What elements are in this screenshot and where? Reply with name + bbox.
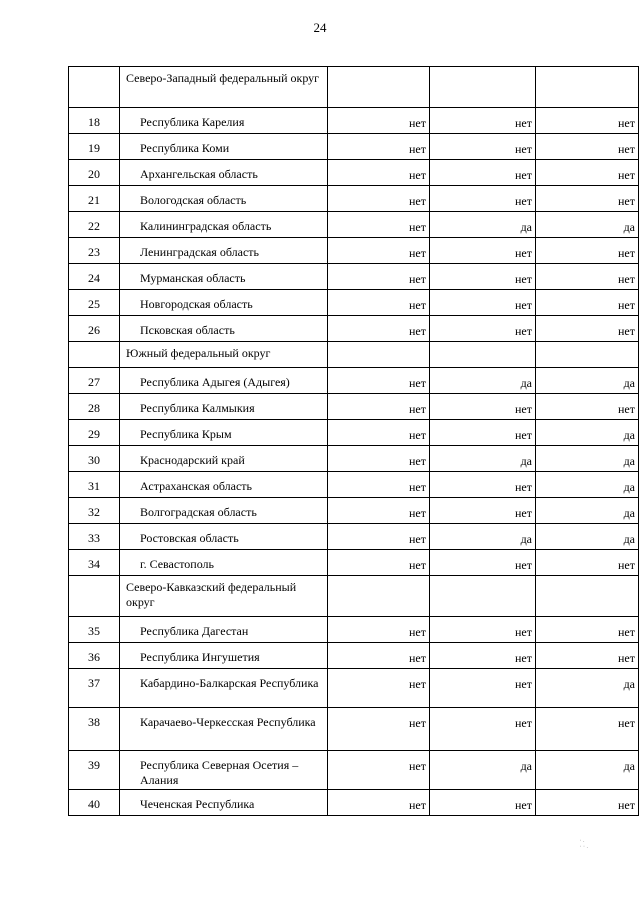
row-number: 40 bbox=[69, 790, 120, 816]
value-col-3: нет bbox=[536, 316, 639, 342]
value-col-1: нет bbox=[328, 368, 430, 394]
value-col-1: нет bbox=[328, 524, 430, 550]
region-name: г. Севастополь bbox=[120, 550, 328, 576]
value-col-3: нет bbox=[536, 550, 639, 576]
value-col-1: нет bbox=[328, 316, 430, 342]
region-name: Новгородская область bbox=[120, 290, 328, 316]
value-col-1: нет bbox=[328, 643, 430, 669]
table-row bbox=[69, 617, 639, 643]
value-col-1: нет bbox=[328, 617, 430, 643]
value-col-1: нет bbox=[328, 446, 430, 472]
row-number: 25 bbox=[69, 290, 120, 316]
value-col-1: нет bbox=[328, 472, 430, 498]
row-number: 27 bbox=[69, 368, 120, 394]
row-number: 28 bbox=[69, 394, 120, 420]
value-col-1: нет bbox=[328, 550, 430, 576]
value-cell bbox=[328, 342, 430, 368]
value-cell bbox=[536, 342, 639, 368]
row-number: 19 bbox=[69, 134, 120, 160]
value-col-3: нет bbox=[536, 290, 639, 316]
region-name: Республика Коми bbox=[120, 134, 328, 160]
table-row bbox=[69, 368, 639, 394]
row-number-cell bbox=[69, 342, 120, 368]
row-number: 39 bbox=[69, 751, 120, 790]
value-col-3: да bbox=[536, 498, 639, 524]
value-col-2: нет bbox=[430, 669, 536, 708]
table-row bbox=[69, 238, 639, 264]
value-col-2: да bbox=[430, 524, 536, 550]
value-col-2: нет bbox=[430, 238, 536, 264]
section-title: Северо-Западный федеральный округ bbox=[120, 67, 328, 108]
table-row bbox=[69, 290, 639, 316]
value-col-2: нет bbox=[430, 708, 536, 751]
region-name: Вологодская область bbox=[120, 186, 328, 212]
row-number: 20 bbox=[69, 160, 120, 186]
value-col-3: нет bbox=[536, 617, 639, 643]
row-number: 29 bbox=[69, 420, 120, 446]
value-cell bbox=[536, 576, 639, 617]
value-col-3: нет bbox=[536, 238, 639, 264]
value-col-3: нет bbox=[536, 186, 639, 212]
region-name: Республика Карелия bbox=[120, 108, 328, 134]
row-number: 34 bbox=[69, 550, 120, 576]
value-col-2: нет bbox=[430, 550, 536, 576]
value-col-2: нет bbox=[430, 394, 536, 420]
value-col-3: да bbox=[536, 420, 639, 446]
value-col-2: нет bbox=[430, 790, 536, 816]
table-row bbox=[69, 446, 639, 472]
row-number: 21 bbox=[69, 186, 120, 212]
row-number: 32 bbox=[69, 498, 120, 524]
value-col-3: нет bbox=[536, 264, 639, 290]
region-name: Карачаево-Черкесская Республика bbox=[120, 708, 328, 751]
row-number: 30 bbox=[69, 446, 120, 472]
table-row bbox=[69, 751, 639, 790]
row-number: 22 bbox=[69, 212, 120, 238]
table-row bbox=[69, 394, 639, 420]
regions-table bbox=[68, 66, 639, 816]
row-number: 26 bbox=[69, 316, 120, 342]
region-name: Мурманская область bbox=[120, 264, 328, 290]
value-col-3: нет bbox=[536, 790, 639, 816]
row-number-cell bbox=[69, 576, 120, 617]
table-row bbox=[69, 316, 639, 342]
value-col-2: нет bbox=[430, 472, 536, 498]
value-col-3: нет bbox=[536, 394, 639, 420]
table-row bbox=[69, 669, 639, 708]
value-col-3: да bbox=[536, 472, 639, 498]
value-col-2: нет bbox=[430, 108, 536, 134]
table-row bbox=[69, 550, 639, 576]
value-col-3: нет bbox=[536, 708, 639, 751]
table-row bbox=[69, 472, 639, 498]
value-col-1: нет bbox=[328, 669, 430, 708]
value-col-2: да bbox=[430, 751, 536, 790]
section-row bbox=[69, 576, 639, 617]
row-number-cell bbox=[69, 67, 120, 108]
value-col-1: нет bbox=[328, 290, 430, 316]
table-row bbox=[69, 420, 639, 446]
section-title: Южный федеральный округ bbox=[120, 342, 328, 368]
table-row bbox=[69, 264, 639, 290]
value-cell bbox=[328, 67, 430, 108]
value-col-3: да bbox=[536, 751, 639, 790]
value-col-2: нет bbox=[430, 643, 536, 669]
value-col-2: да bbox=[430, 446, 536, 472]
value-col-1: нет bbox=[328, 420, 430, 446]
table-row bbox=[69, 790, 639, 816]
table-row bbox=[69, 108, 639, 134]
row-number: 18 bbox=[69, 108, 120, 134]
table-row bbox=[69, 524, 639, 550]
value-col-3: да bbox=[536, 212, 639, 238]
row-number: 37 bbox=[69, 669, 120, 708]
region-name: Псковская область bbox=[120, 316, 328, 342]
region-name: Архангельская область bbox=[120, 160, 328, 186]
page-number: 24 bbox=[313, 20, 327, 35]
table-row bbox=[69, 643, 639, 669]
region-name: Астраханская область bbox=[120, 472, 328, 498]
value-col-1: нет bbox=[328, 108, 430, 134]
row-number: 31 bbox=[69, 472, 120, 498]
section-row bbox=[69, 67, 639, 108]
value-col-1: нет bbox=[328, 708, 430, 751]
section-row bbox=[69, 342, 639, 368]
value-col-2: нет bbox=[430, 264, 536, 290]
section-title: Северо-Кавказский федеральный округ bbox=[120, 576, 328, 617]
value-col-2: да bbox=[430, 368, 536, 394]
region-name: Республика Калмыкия bbox=[120, 394, 328, 420]
value-col-2: нет bbox=[430, 420, 536, 446]
value-col-3: нет bbox=[536, 134, 639, 160]
table-row bbox=[69, 186, 639, 212]
value-cell bbox=[430, 67, 536, 108]
region-name: Волгоградская область bbox=[120, 498, 328, 524]
value-col-2: нет bbox=[430, 290, 536, 316]
value-col-3: нет bbox=[536, 160, 639, 186]
value-col-1: нет bbox=[328, 751, 430, 790]
value-col-2: нет bbox=[430, 186, 536, 212]
value-col-3: нет bbox=[536, 643, 639, 669]
region-name: Краснодарский край bbox=[120, 446, 328, 472]
value-col-2: нет bbox=[430, 160, 536, 186]
row-number: 33 bbox=[69, 524, 120, 550]
scan-specks: · . · · . bbox=[579, 838, 588, 850]
value-col-1: нет bbox=[328, 790, 430, 816]
value-col-3: нет bbox=[536, 108, 639, 134]
value-col-1: нет bbox=[328, 498, 430, 524]
table-row bbox=[69, 708, 639, 751]
value-col-3: да bbox=[536, 669, 639, 708]
region-name: Республика Дагестан bbox=[120, 617, 328, 643]
row-number: 36 bbox=[69, 643, 120, 669]
value-cell bbox=[430, 576, 536, 617]
table-row bbox=[69, 160, 639, 186]
value-col-1: нет bbox=[328, 160, 430, 186]
region-name: Кабардино-Балкарская Республика bbox=[120, 669, 328, 708]
value-col-2: нет bbox=[430, 498, 536, 524]
region-name: Республика Ингушетия bbox=[120, 643, 328, 669]
value-col-1: нет bbox=[328, 212, 430, 238]
row-number: 35 bbox=[69, 617, 120, 643]
table-body bbox=[69, 67, 639, 816]
value-col-2: да bbox=[430, 212, 536, 238]
table-row bbox=[69, 498, 639, 524]
value-col-2: нет bbox=[430, 617, 536, 643]
value-col-2: нет bbox=[430, 316, 536, 342]
region-name: Ростовская область bbox=[120, 524, 328, 550]
value-cell bbox=[430, 342, 536, 368]
value-col-2: нет bbox=[430, 134, 536, 160]
row-number: 38 bbox=[69, 708, 120, 751]
value-col-3: да bbox=[536, 446, 639, 472]
value-cell bbox=[328, 576, 430, 617]
region-name: Республика Крым bbox=[120, 420, 328, 446]
table-row bbox=[69, 134, 639, 160]
row-number: 23 bbox=[69, 238, 120, 264]
value-col-1: нет bbox=[328, 134, 430, 160]
table-row bbox=[69, 212, 639, 238]
region-name: Ленинградская область bbox=[120, 238, 328, 264]
region-name: Республика Адыгея (Адыгея) bbox=[120, 368, 328, 394]
value-col-1: нет bbox=[328, 264, 430, 290]
region-name: Чеченская Республика bbox=[120, 790, 328, 816]
value-col-1: нет bbox=[328, 394, 430, 420]
region-name: Калининградская область bbox=[120, 212, 328, 238]
value-col-1: нет bbox=[328, 238, 430, 264]
value-col-1: нет bbox=[328, 186, 430, 212]
region-name: Республика Северная Осетия – Алания bbox=[120, 751, 328, 790]
row-number: 24 bbox=[69, 264, 120, 290]
value-col-3: да bbox=[536, 524, 639, 550]
value-col-3: да bbox=[536, 368, 639, 394]
value-cell bbox=[536, 67, 639, 108]
